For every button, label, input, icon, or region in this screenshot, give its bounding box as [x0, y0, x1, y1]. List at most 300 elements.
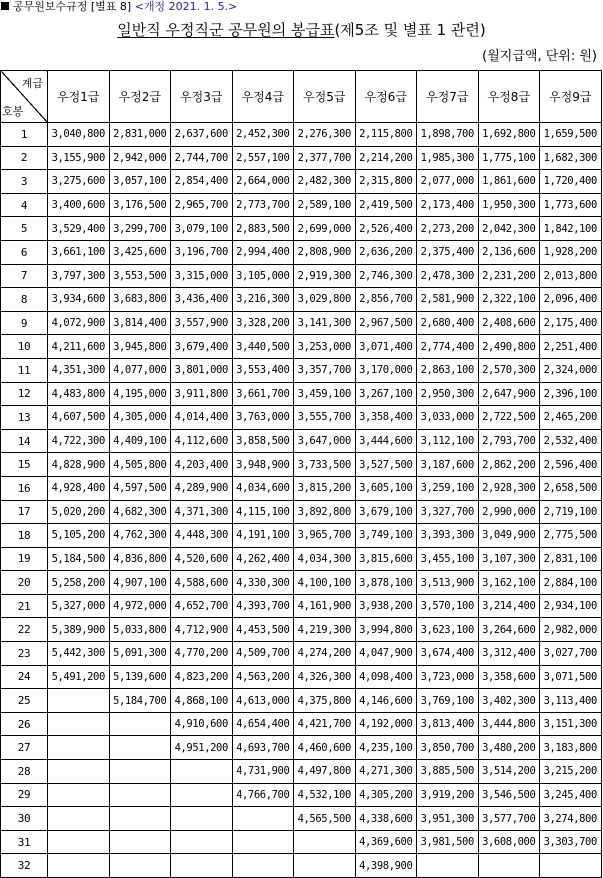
salary-cell: 3,358,600	[478, 665, 540, 689]
salary-cell: 4,219,300	[294, 618, 356, 642]
table-row	[1, 594, 602, 618]
salary-cell: 2,214,200	[355, 146, 417, 170]
salary-cell: 3,071,500	[540, 665, 602, 689]
salary-cell: 3,049,900	[478, 524, 540, 548]
salary-cell: 4,235,100	[355, 736, 417, 760]
salary-cell: 3,187,600	[417, 453, 479, 477]
salary-cell: 3,813,400	[417, 712, 479, 736]
salary-cell: 3,327,700	[417, 500, 479, 524]
table-row	[1, 642, 602, 666]
table-corner-cell	[1, 71, 48, 123]
salary-cell: 3,267,100	[355, 382, 417, 406]
salary-cell: 3,440,500	[232, 335, 294, 359]
salary-cell	[171, 760, 233, 784]
salary-cell: 5,091,300	[109, 642, 171, 666]
salary-cell	[109, 807, 171, 831]
salary-cell: 5,389,900	[48, 618, 110, 642]
salary-cell: 1,773,600	[540, 193, 602, 217]
step-number-cell: 32	[1, 854, 48, 878]
salary-cell: 2,808,900	[294, 240, 356, 264]
salary-cell: 3,357,700	[294, 358, 356, 382]
salary-cell: 2,557,100	[232, 146, 294, 170]
salary-cell	[109, 830, 171, 854]
salary-cell: 4,907,100	[109, 571, 171, 595]
salary-cell: 3,919,200	[417, 783, 479, 807]
salary-cell: 2,831,100	[540, 547, 602, 571]
salary-cell: 2,719,100	[540, 500, 602, 524]
salary-cell: 3,934,600	[48, 288, 110, 312]
salary-cell: 1,842,100	[540, 217, 602, 241]
salary-cell: 4,375,800	[294, 689, 356, 713]
salary-cell: 3,480,200	[478, 736, 540, 760]
salary-cell: 4,682,300	[109, 500, 171, 524]
table-row	[1, 783, 602, 807]
salary-cell: 4,588,600	[171, 571, 233, 595]
salary-cell: 1,720,400	[540, 170, 602, 194]
salary-cell: 4,928,400	[48, 476, 110, 500]
step-number-cell: 31	[1, 830, 48, 854]
salary-cell: 4,509,700	[232, 642, 294, 666]
salary-cell: 1,775,100	[478, 146, 540, 170]
salary-cell: 4,100,100	[294, 571, 356, 595]
salary-cell: 3,529,400	[48, 217, 110, 241]
salary-cell	[232, 807, 294, 831]
salary-cell: 2,919,300	[294, 264, 356, 288]
grade-header: 우정2급	[109, 71, 171, 123]
salary-cell	[48, 830, 110, 854]
grade-header: 우정6급	[355, 71, 417, 123]
salary-cell: 2,375,400	[417, 240, 479, 264]
salary-cell	[294, 854, 356, 878]
salary-cell: 3,151,300	[540, 712, 602, 736]
salary-cell: 2,774,400	[417, 335, 479, 359]
salary-cell: 2,950,300	[417, 382, 479, 406]
salary-cell: 3,113,400	[540, 689, 602, 713]
salary-cell: 2,478,300	[417, 264, 479, 288]
grade-header: 우정5급	[294, 71, 356, 123]
salary-cell: 3,259,100	[417, 476, 479, 500]
salary-cell: 3,057,100	[109, 170, 171, 194]
salary-table-body	[1, 123, 602, 878]
grade-header: 우정4급	[232, 71, 294, 123]
salary-cell: 3,555,700	[294, 406, 356, 430]
salary-cell: 2,532,400	[540, 429, 602, 453]
salary-cell: 4,563,200	[232, 665, 294, 689]
salary-cell: 5,020,200	[48, 500, 110, 524]
salary-cell: 5,033,800	[109, 618, 171, 642]
step-number-cell: 5	[1, 217, 48, 241]
table-row	[1, 123, 602, 147]
salary-cell: 2,647,900	[478, 382, 540, 406]
grade-header: 우정8급	[478, 71, 540, 123]
step-number-cell: 21	[1, 594, 48, 618]
salary-cell: 4,483,800	[48, 382, 110, 406]
salary-cell: 4,951,200	[171, 736, 233, 760]
salary-cell: 3,945,800	[109, 335, 171, 359]
step-number-cell: 30	[1, 807, 48, 831]
salary-cell: 4,497,800	[294, 760, 356, 784]
salary-cell: 2,722,500	[478, 406, 540, 430]
salary-cell: 2,276,300	[294, 123, 356, 147]
salary-cell: 2,746,300	[355, 264, 417, 288]
salary-cell: 4,192,000	[355, 712, 417, 736]
salary-cell: 3,938,200	[355, 594, 417, 618]
salary-cell: 2,408,600	[478, 311, 540, 335]
salary-cell: 3,253,000	[294, 335, 356, 359]
salary-cell: 4,338,600	[355, 807, 417, 831]
step-number-cell: 22	[1, 618, 48, 642]
salary-cell: 4,330,300	[232, 571, 294, 595]
step-number-cell: 17	[1, 500, 48, 524]
salary-cell: 2,854,400	[171, 170, 233, 194]
step-number-cell: 13	[1, 406, 48, 430]
salary-cell: 4,654,400	[232, 712, 294, 736]
salary-cell: 3,033,000	[417, 406, 479, 430]
salary-cell: 2,581,900	[417, 288, 479, 312]
salary-cell: 2,982,000	[540, 618, 602, 642]
table-row	[1, 689, 602, 713]
salary-cell: 3,215,200	[540, 760, 602, 784]
salary-cell: 3,105,000	[232, 264, 294, 288]
salary-cell: 3,216,300	[232, 288, 294, 312]
salary-cell: 1,898,700	[417, 123, 479, 147]
salary-cell: 2,322,100	[478, 288, 540, 312]
salary-cell	[540, 854, 602, 878]
salary-cell: 2,990,000	[478, 500, 540, 524]
salary-cell: 2,862,200	[478, 453, 540, 477]
salary-cell: 4,211,600	[48, 335, 110, 359]
salary-cell: 3,455,100	[417, 547, 479, 571]
salary-cell: 4,271,300	[355, 760, 417, 784]
salary-cell: 4,289,900	[171, 476, 233, 500]
salary-cell: 5,184,700	[109, 689, 171, 713]
salary-cell: 3,850,700	[417, 736, 479, 760]
step-number-cell: 16	[1, 476, 48, 500]
salary-cell: 4,409,100	[109, 429, 171, 453]
table-row	[1, 406, 602, 430]
salary-cell: 2,942,000	[109, 146, 171, 170]
salary-cell: 4,047,900	[355, 642, 417, 666]
salary-cell: 4,072,900	[48, 311, 110, 335]
table-row	[1, 547, 602, 571]
salary-cell	[48, 760, 110, 784]
salary-cell: 2,664,000	[232, 170, 294, 194]
salary-cell: 4,520,600	[171, 547, 233, 571]
salary-cell: 3,275,600	[48, 170, 110, 194]
table-row	[1, 382, 602, 406]
grade-header: 우정1급	[48, 71, 110, 123]
salary-cell: 2,324,000	[540, 358, 602, 382]
step-number-cell: 25	[1, 689, 48, 713]
salary-cell: 3,546,500	[478, 783, 540, 807]
step-number-cell: 11	[1, 358, 48, 382]
title-main: 일반직 우정직군 공무원의 봉급표	[117, 21, 335, 39]
salary-cell: 4,460,600	[294, 736, 356, 760]
salary-cell: 3,196,700	[171, 240, 233, 264]
salary-cell	[171, 830, 233, 854]
salary-cell: 3,647,000	[294, 429, 356, 453]
salary-cell: 2,680,400	[417, 311, 479, 335]
salary-cell: 3,400,600	[48, 193, 110, 217]
salary-cell: 3,683,800	[109, 288, 171, 312]
salary-cell: 4,369,600	[355, 830, 417, 854]
salary-table	[0, 70, 602, 878]
salary-cell	[48, 807, 110, 831]
step-number-cell: 14	[1, 429, 48, 453]
salary-cell: 3,815,200	[294, 476, 356, 500]
salary-cell: 3,245,400	[540, 783, 602, 807]
salary-cell: 4,712,900	[171, 618, 233, 642]
salary-cell: 4,398,900	[355, 854, 417, 878]
salary-cell: 2,658,500	[540, 476, 602, 500]
salary-cell: 3,885,500	[417, 760, 479, 784]
salary-cell: 2,251,400	[540, 335, 602, 359]
salary-cell: 5,442,300	[48, 642, 110, 666]
salary-cell: 3,858,500	[232, 429, 294, 453]
salary-cell: 4,766,700	[232, 783, 294, 807]
salary-cell: 2,136,600	[478, 240, 540, 264]
step-number-cell: 15	[1, 453, 48, 477]
salary-cell: 4,868,100	[171, 689, 233, 713]
step-number-cell: 3	[1, 170, 48, 194]
salary-cell	[171, 807, 233, 831]
salary-cell: 3,892,800	[294, 500, 356, 524]
salary-cell: 4,371,300	[171, 500, 233, 524]
salary-cell: 3,553,500	[109, 264, 171, 288]
salary-cell: 2,744,700	[171, 146, 233, 170]
salary-cell: 3,170,000	[355, 358, 417, 382]
salary-cell: 4,393,700	[232, 594, 294, 618]
table-row	[1, 807, 602, 831]
salary-cell: 3,112,100	[417, 429, 479, 453]
salary-cell: 2,863,100	[417, 358, 479, 382]
table-header-row	[1, 71, 602, 123]
step-number-cell: 1	[1, 123, 48, 147]
salary-cell	[109, 736, 171, 760]
table-row	[1, 193, 602, 217]
salary-cell: 4,613,000	[232, 689, 294, 713]
salary-cell	[417, 854, 479, 878]
salary-cell: 4,762,300	[109, 524, 171, 548]
salary-cell: 2,273,200	[417, 217, 479, 241]
salary-cell: 2,596,400	[540, 453, 602, 477]
salary-cell: 1,861,600	[478, 170, 540, 194]
salary-cell: 4,195,000	[109, 382, 171, 406]
salary-cell: 3,425,600	[109, 240, 171, 264]
step-number-cell: 19	[1, 547, 48, 571]
salary-cell: 2,526,400	[355, 217, 417, 241]
table-row	[1, 264, 602, 288]
salary-cell: 4,077,000	[109, 358, 171, 382]
salary-cell: 2,637,600	[171, 123, 233, 147]
salary-cell: 3,674,400	[417, 642, 479, 666]
salary-cell: 4,191,100	[232, 524, 294, 548]
salary-cell: 3,444,600	[355, 429, 417, 453]
salary-cell: 3,358,400	[355, 406, 417, 430]
salary-cell: 3,733,500	[294, 453, 356, 477]
salary-cell: 3,769,100	[417, 689, 479, 713]
salary-cell: 3,040,800	[48, 123, 110, 147]
step-number-cell: 24	[1, 665, 48, 689]
salary-cell: 2,773,700	[232, 193, 294, 217]
salary-cell	[48, 712, 110, 736]
salary-cell: 3,948,900	[232, 453, 294, 477]
salary-cell: 4,351,300	[48, 358, 110, 382]
salary-cell: 2,231,200	[478, 264, 540, 288]
salary-cell	[109, 854, 171, 878]
table-row	[1, 665, 602, 689]
salary-cell: 3,815,600	[355, 547, 417, 571]
salary-cell: 3,981,500	[417, 830, 479, 854]
salary-cell: 3,079,100	[171, 217, 233, 241]
step-number-cell: 29	[1, 783, 48, 807]
salary-cell: 3,274,800	[540, 807, 602, 831]
salary-cell: 1,682,300	[540, 146, 602, 170]
salary-cell: 3,605,100	[355, 476, 417, 500]
salary-cell: 4,836,800	[109, 547, 171, 571]
salary-cell: 2,077,000	[417, 170, 479, 194]
salary-cell	[232, 830, 294, 854]
salary-cell: 4,115,100	[232, 500, 294, 524]
table-row	[1, 240, 602, 264]
salary-cell: 3,328,200	[232, 311, 294, 335]
step-number-cell: 18	[1, 524, 48, 548]
salary-cell: 1,928,200	[540, 240, 602, 264]
salary-cell: 3,763,000	[232, 406, 294, 430]
salary-cell: 1,950,300	[478, 193, 540, 217]
salary-cell: 3,623,100	[417, 618, 479, 642]
salary-cell: 3,459,100	[294, 382, 356, 406]
salary-cell: 3,527,500	[355, 453, 417, 477]
salary-cell: 3,183,800	[540, 736, 602, 760]
salary-cell: 3,107,300	[478, 547, 540, 571]
salary-cell: 4,731,900	[232, 760, 294, 784]
salary-cell: 3,155,900	[48, 146, 110, 170]
salary-cell: 3,444,800	[478, 712, 540, 736]
salary-cell: 3,749,100	[355, 524, 417, 548]
step-number-cell: 6	[1, 240, 48, 264]
salary-cell: 3,661,700	[232, 382, 294, 406]
salary-cell	[48, 689, 110, 713]
salary-cell: 2,452,300	[232, 123, 294, 147]
salary-cell: 3,071,400	[355, 335, 417, 359]
step-number-cell: 26	[1, 712, 48, 736]
salary-cell: 4,607,500	[48, 406, 110, 430]
salary-cell: 2,115,800	[355, 123, 417, 147]
salary-cell: 1,659,500	[540, 123, 602, 147]
salary-cell: 4,421,700	[294, 712, 356, 736]
salary-cell	[294, 830, 356, 854]
regulation-header	[0, 0, 237, 14]
salary-cell: 5,491,200	[48, 665, 110, 689]
salary-cell: 4,453,500	[232, 618, 294, 642]
salary-cell: 4,326,300	[294, 665, 356, 689]
salary-cell: 3,393,300	[417, 524, 479, 548]
salary-cell: 4,910,600	[171, 712, 233, 736]
salary-cell: 2,315,800	[355, 170, 417, 194]
table-row	[1, 335, 602, 359]
step-number-cell: 4	[1, 193, 48, 217]
salary-cell: 4,823,200	[171, 665, 233, 689]
table-row	[1, 288, 602, 312]
salary-cell: 2,775,500	[540, 524, 602, 548]
salary-cell: 3,162,100	[478, 571, 540, 595]
amendment-link[interactable]: <개정 2021. 1. 5.>	[134, 0, 238, 13]
step-number-cell: 28	[1, 760, 48, 784]
table-row	[1, 476, 602, 500]
title-reference: (제5조 및 별표 1 관련)	[334, 21, 486, 39]
salary-cell: 3,570,100	[417, 594, 479, 618]
salary-cell: 2,967,500	[355, 311, 417, 335]
salary-cell: 2,636,200	[355, 240, 417, 264]
black-square-icon	[1, 2, 9, 10]
salary-cell: 2,482,300	[294, 170, 356, 194]
salary-cell: 3,553,400	[232, 358, 294, 382]
salary-cell: 3,608,000	[478, 830, 540, 854]
salary-cell: 3,951,300	[417, 807, 479, 831]
step-number-cell: 8	[1, 288, 48, 312]
table-row	[1, 429, 602, 453]
page-title	[0, 20, 603, 40]
salary-cell	[109, 712, 171, 736]
salary-cell: 5,327,000	[48, 594, 110, 618]
salary-cell: 1,692,800	[478, 123, 540, 147]
salary-cell: 4,112,600	[171, 429, 233, 453]
table-row	[1, 311, 602, 335]
table-row	[1, 524, 602, 548]
salary-cell: 3,312,400	[478, 642, 540, 666]
salary-cell: 2,994,400	[232, 240, 294, 264]
step-number-cell: 12	[1, 382, 48, 406]
salary-cell: 4,146,600	[355, 689, 417, 713]
salary-cell	[48, 783, 110, 807]
table-row	[1, 830, 602, 854]
salary-cell	[232, 854, 294, 878]
table-row	[1, 146, 602, 170]
salary-cell: 3,679,100	[355, 500, 417, 524]
grade-header: 우정7급	[417, 71, 479, 123]
salary-cell: 5,184,500	[48, 547, 110, 571]
table-row	[1, 500, 602, 524]
table-row	[1, 217, 602, 241]
salary-cell: 2,419,500	[355, 193, 417, 217]
salary-cell: 4,565,500	[294, 807, 356, 831]
salary-cell: 2,884,100	[540, 571, 602, 595]
salary-cell: 3,027,700	[540, 642, 602, 666]
table-row	[1, 170, 602, 194]
salary-cell: 4,034,600	[232, 476, 294, 500]
salary-cell: 4,597,500	[109, 476, 171, 500]
salary-cell: 3,801,000	[171, 358, 233, 382]
salary-cell: 3,513,900	[417, 571, 479, 595]
table-row	[1, 760, 602, 784]
salary-cell: 2,377,700	[294, 146, 356, 170]
salary-cell: 2,042,300	[478, 217, 540, 241]
salary-cell: 3,303,700	[540, 830, 602, 854]
grade-axis-label: 계급	[21, 77, 43, 90]
salary-cell: 5,105,200	[48, 524, 110, 548]
salary-cell: 2,175,400	[540, 311, 602, 335]
salary-cell	[48, 736, 110, 760]
salary-cell: 2,928,300	[478, 476, 540, 500]
unit-note: (월지급액, 단위: 원)	[482, 49, 597, 64]
salary-cell: 3,679,400	[171, 335, 233, 359]
salary-cell: 4,034,300	[294, 547, 356, 571]
salary-cell: 2,699,000	[294, 217, 356, 241]
salary-cell: 4,532,100	[294, 783, 356, 807]
table-row	[1, 736, 602, 760]
table-row	[1, 358, 602, 382]
